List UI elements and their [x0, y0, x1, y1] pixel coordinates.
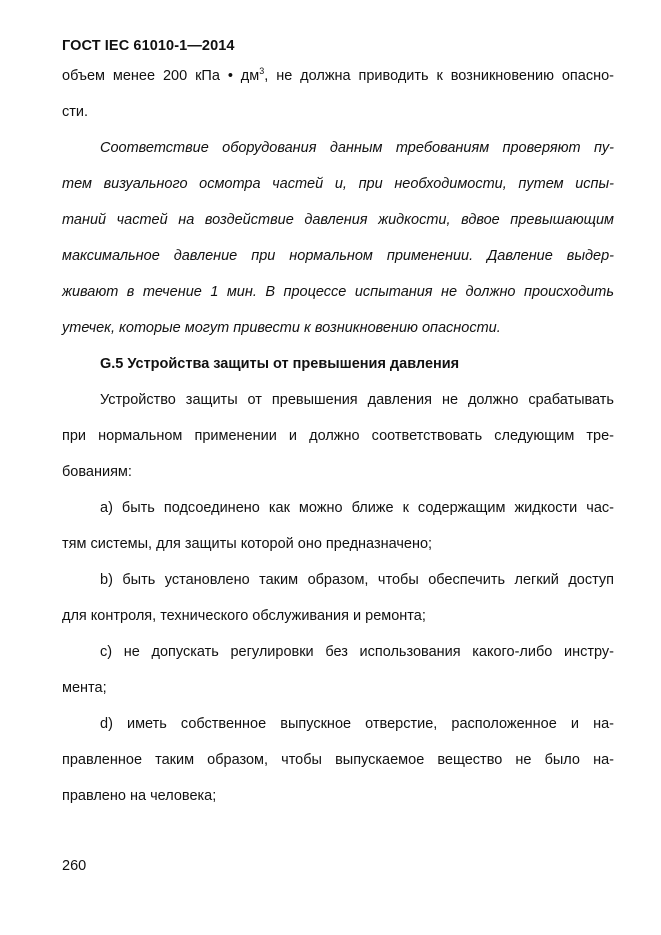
text-line: правленное таким образом, чтобы выпускаемое вещество не было на- [62, 752, 614, 768]
list-item-d: d) иметь собственное выпускное отверстие, расположенное и на- [100, 716, 614, 732]
text-line: живают в течение 1 мин. В процессе испытания не должно происходить [62, 284, 614, 300]
text-line: бованиям: [62, 464, 132, 480]
text-line: таний частей на воздействие давления жидкости, вдвое превышающим [62, 212, 614, 228]
text-line: для контроля, технического обслуживания и ремонта; [62, 608, 426, 624]
text-line: Устройство защиты от превышения давления не должно срабатывать [100, 392, 614, 408]
text-segment: объем менее 200 кПа • дм [62, 68, 260, 84]
text-line: Соответствие оборудования данным требованиям проверяют пу- [100, 140, 614, 156]
text-line: тям системы, для защиты которой оно предназначено; [62, 536, 433, 552]
text-line: утечек, которые могут привести к возникновению опасности. [62, 320, 501, 336]
list-item-c: с) не допускать регулировки без использования какого-либо инстру- [100, 644, 614, 660]
page-number: 260 [62, 858, 87, 874]
document-header: ГОСТ IEC 61010-1—2014 [62, 38, 235, 54]
text-line: мента; [62, 680, 107, 696]
text-line [62, 58, 614, 94]
text-line: тем визуального осмотра частей и, при необходимости, путем испы- [62, 176, 614, 192]
text-line: сти. [62, 104, 89, 120]
text-segment: , не должна приводить к возникновению опасно- [264, 68, 614, 84]
page-body [62, 58, 614, 814]
section-heading: G.5 Устройства защиты от превышения давления [100, 356, 460, 372]
text-line: максимальное давление при нормальном применении. Давление выдер- [62, 248, 614, 264]
text-line: правлено на человека; [62, 788, 217, 804]
superscript: 3 [259, 66, 265, 76]
list-item-a: а) быть подсоединено как можно ближе к содержащим жидкости час- [100, 500, 614, 516]
text-line: при нормальном применении и должно соответствовать следующим тре- [62, 428, 614, 444]
list-item-b: b) быть установлено таким образом, чтобы обеспечить легкий доступ [100, 572, 614, 588]
